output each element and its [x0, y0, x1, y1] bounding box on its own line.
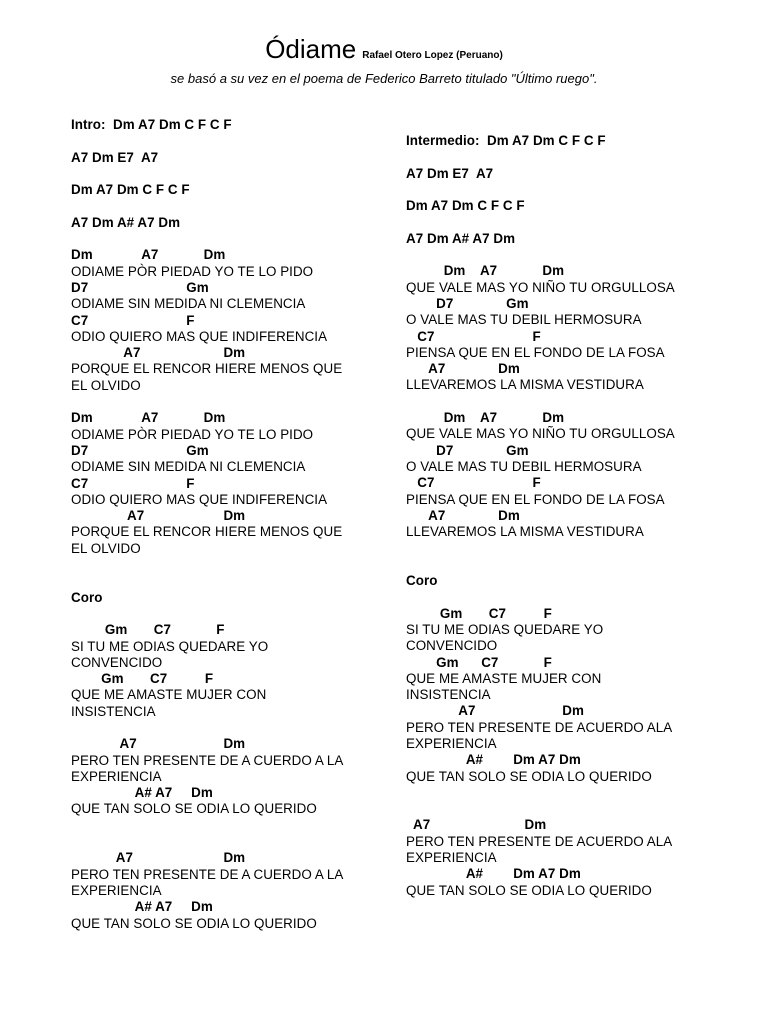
chord-line: Dm A7 Dm — [71, 410, 226, 426]
lyric-line: CONVENCIDO — [406, 638, 498, 654]
chord-line: A7 Dm — [71, 850, 246, 866]
blank-line — [406, 247, 726, 263]
chord-line: Gm C7 F — [406, 654, 552, 670]
lyric-line: LLEVAREMOS LA MISMA VESTIDURA — [406, 377, 644, 393]
blank-line — [406, 149, 726, 165]
chord-line: Gm C7 F — [406, 605, 552, 621]
chord-line: A7 Dm E7 A7 — [71, 149, 159, 165]
blank-line — [71, 231, 391, 247]
song-author: Rafael Otero Lopez (Peruano) — [362, 50, 503, 61]
lyric-line: PORQUE EL RENCOR HIERE MENOS QUE — [71, 361, 343, 377]
blank-line — [406, 801, 726, 817]
title-row — [0, 34, 768, 65]
song-subtitle: se basó a su vez en el poema de Federico Barreto titulado "Último ruego". — [170, 71, 598, 86]
section-label: Coro — [71, 589, 103, 605]
lyric-line: O VALE MAS TU DEBIL HERMOSURA — [406, 312, 642, 328]
blank-line — [71, 720, 391, 736]
chord-line: C7 F — [71, 312, 195, 328]
chord-line: A7 Dm — [406, 507, 520, 523]
chord-line: Dm A7 Dm C F C F — [406, 198, 525, 214]
blank-line — [71, 133, 391, 149]
chord-line: D7 Gm — [71, 279, 209, 295]
lyric-line: QUE ME AMASTE MUJER CON — [406, 670, 602, 686]
left-column — [71, 117, 391, 932]
lyric-line: ODIAME PÒR PIEDAD YO TE LO PIDO — [71, 263, 314, 279]
blank-line — [406, 540, 726, 556]
section-label: Intro: Dm A7 Dm C F C F — [71, 117, 232, 132]
lyric-line: O VALE MAS TU DEBIL HERMOSURA — [406, 458, 642, 474]
lyric-line: CONVENCIDO — [71, 654, 163, 670]
chord-line: A# A7 Dm — [71, 785, 213, 801]
chord-line: D7 Gm — [406, 295, 529, 311]
chord-line: A7 Dm — [71, 508, 246, 524]
blank-line — [71, 573, 391, 589]
chord-line: D7 Gm — [406, 442, 529, 458]
document-header — [0, 34, 768, 86]
lyric-line: EXPERIENCIA — [406, 735, 497, 751]
chord-line: C7 F — [406, 328, 541, 344]
blank-line — [406, 589, 726, 605]
blank-line — [71, 166, 391, 182]
blank-line — [71, 606, 391, 622]
lyric-line: PIENSA QUE EN EL FONDO DE LA FOSA — [406, 344, 665, 360]
chord-line: Dm A7 Dm C F C F — [71, 182, 190, 198]
lyric-line: QUE ME AMASTE MUJER CON — [71, 687, 267, 703]
lyric-line: EL OLVIDO — [71, 377, 141, 393]
chord-line: D7 Gm — [71, 442, 209, 458]
lyric-line: ODIAME PÒR PIEDAD YO TE LO PIDO — [71, 426, 314, 442]
chord-line: A7 Dm — [71, 736, 246, 752]
lyric-line: PERO TEN PRESENTE DE ACUERDO ALA — [406, 833, 673, 849]
lyric-line: EXPERIENCIA — [406, 850, 497, 866]
section-label: Intermedio: Dm A7 Dm C F C F — [406, 133, 606, 148]
lyric-line: PERO TEN PRESENTE DE A CUERDO A LA — [71, 866, 344, 882]
lyric-line: QUE VALE MAS YO NIÑO TU ORGULLOSA — [406, 279, 675, 295]
blank-line — [71, 818, 391, 834]
chord-line: Gm C7 F — [71, 622, 225, 638]
blank-line — [71, 834, 391, 850]
lyric-line: SI TU ME ODIAS QUEDARE YO — [406, 621, 604, 637]
blank-line — [406, 785, 726, 801]
chord-line: A# A7 Dm — [71, 899, 213, 915]
blank-line — [406, 557, 726, 573]
lyric-line: QUE TAN SOLO SE ODIA LO QUERIDO — [406, 882, 652, 898]
chord-line: A7 Dm — [71, 345, 246, 361]
lyric-line: LLEVAREMOS LA MISMA VESTIDURA — [406, 524, 644, 540]
lyric-line: QUE VALE MAS YO NIÑO TU ORGULLOSA — [406, 426, 675, 442]
lyric-line: INSISTENCIA — [406, 687, 491, 703]
chord-line: A7 Dm — [406, 817, 547, 833]
blank-line — [406, 214, 726, 230]
lyric-line: PORQUE EL RENCOR HIERE MENOS QUE — [71, 524, 343, 540]
lyric-line: QUE TAN SOLO SE ODIA LO QUERIDO — [71, 801, 317, 817]
blank-line — [406, 182, 726, 198]
lyric-line: ODIO QUIERO MAS QUE INDIFERENCIA — [71, 328, 328, 344]
lyric-line: QUE TAN SOLO SE ODIA LO QUERIDO — [406, 768, 652, 784]
lyric-line: PIENSA QUE EN EL FONDO DE LA FOSA — [406, 491, 665, 507]
chord-line: Dm A7 Dm — [71, 247, 226, 263]
chord-line: C7 F — [71, 475, 195, 491]
blank-line — [71, 394, 391, 410]
lyric-line: ODIAME SIN MEDIDA NI CLEMENCIA — [71, 296, 306, 312]
chord-line: Dm A7 Dm — [406, 410, 565, 426]
right-column — [406, 133, 726, 899]
chord-line: A# Dm A7 Dm — [406, 752, 581, 768]
section-label: Coro — [406, 573, 438, 589]
lyric-line: ODIO QUIERO MAS QUE INDIFERENCIA — [71, 491, 328, 507]
lyric-line: EXPERIENCIA — [71, 882, 162, 898]
chord-line: A7 Dm A# A7 Dm — [71, 214, 181, 230]
lyric-line: EXPERIENCIA — [71, 768, 162, 784]
song-title: Ódiame — [265, 34, 357, 64]
lyric-line: EL OLVIDO — [71, 540, 141, 556]
chord-line: Gm C7 F — [71, 671, 214, 687]
lyric-line: INSISTENCIA — [71, 703, 156, 719]
chord-line: C7 F — [406, 475, 541, 491]
chord-line: A# Dm A7 Dm — [406, 866, 581, 882]
chord-line: A7 Dm E7 A7 — [406, 165, 494, 181]
chord-line: A7 Dm A# A7 Dm — [406, 230, 516, 246]
blank-line — [406, 394, 726, 410]
blank-line — [71, 557, 391, 573]
chord-line: Dm A7 Dm — [406, 263, 565, 279]
chord-line: A7 Dm — [406, 361, 520, 377]
blank-line — [71, 198, 391, 214]
chord-line: A7 Dm — [406, 703, 584, 719]
lyric-line: PERO TEN PRESENTE DE A CUERDO A LA — [71, 752, 344, 768]
lyric-line: ODIAME SIN MEDIDA NI CLEMENCIA — [71, 459, 306, 475]
lyric-line: SI TU ME ODIAS QUEDARE YO — [71, 638, 269, 654]
lyric-line: QUE TAN SOLO SE ODIA LO QUERIDO — [71, 915, 317, 931]
lyric-line: PERO TEN PRESENTE DE ACUERDO ALA — [406, 719, 673, 735]
